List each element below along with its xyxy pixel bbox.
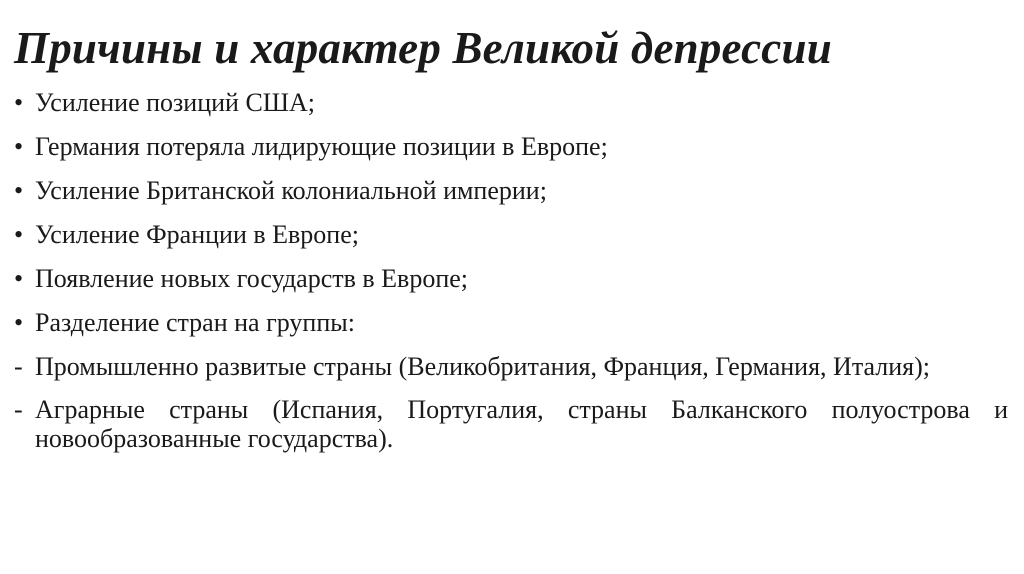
bullet-marker: • <box>14 132 24 161</box>
list-item <box>14 132 1008 161</box>
slide-title: Причины и характер Великой депрессии <box>14 23 832 73</box>
list-item <box>14 308 1008 337</box>
list-item <box>14 176 1008 205</box>
list-item-text: Разделение стран на группы: <box>35 308 355 337</box>
list-item <box>14 352 1008 381</box>
list-item-text: Усиление Франции в Европе; <box>35 220 359 249</box>
bullet-marker: • <box>14 88 24 117</box>
bullet-marker: • <box>14 308 24 337</box>
bullet-marker: • <box>14 264 24 293</box>
list-item-text: Аграрные страны (Испания, Португалия, страны Балканского полуострова и новообразованные государства). <box>35 395 1008 453</box>
list-item <box>14 88 1008 117</box>
list-item-text: Усиление позиций США; <box>35 88 316 117</box>
dash-marker: - <box>14 395 23 424</box>
list-item-text: Появление новых государств в Европе; <box>35 264 468 293</box>
list-item <box>14 395 1008 453</box>
list-item-text: Германия потеряла лидирующие позиции в Европе; <box>35 132 608 161</box>
list-item <box>14 264 1008 293</box>
bullet-marker: • <box>14 176 24 205</box>
bullet-marker: • <box>14 220 24 249</box>
list-item <box>14 220 1008 249</box>
list-item-text: Промышленно развитые страны (Великобритания, Франция, Германия, Италия); <box>35 352 931 381</box>
bullet-list <box>14 88 1008 467</box>
dash-marker: - <box>14 352 23 381</box>
list-item-text: Усиление Британской колониальной империи; <box>35 176 547 205</box>
